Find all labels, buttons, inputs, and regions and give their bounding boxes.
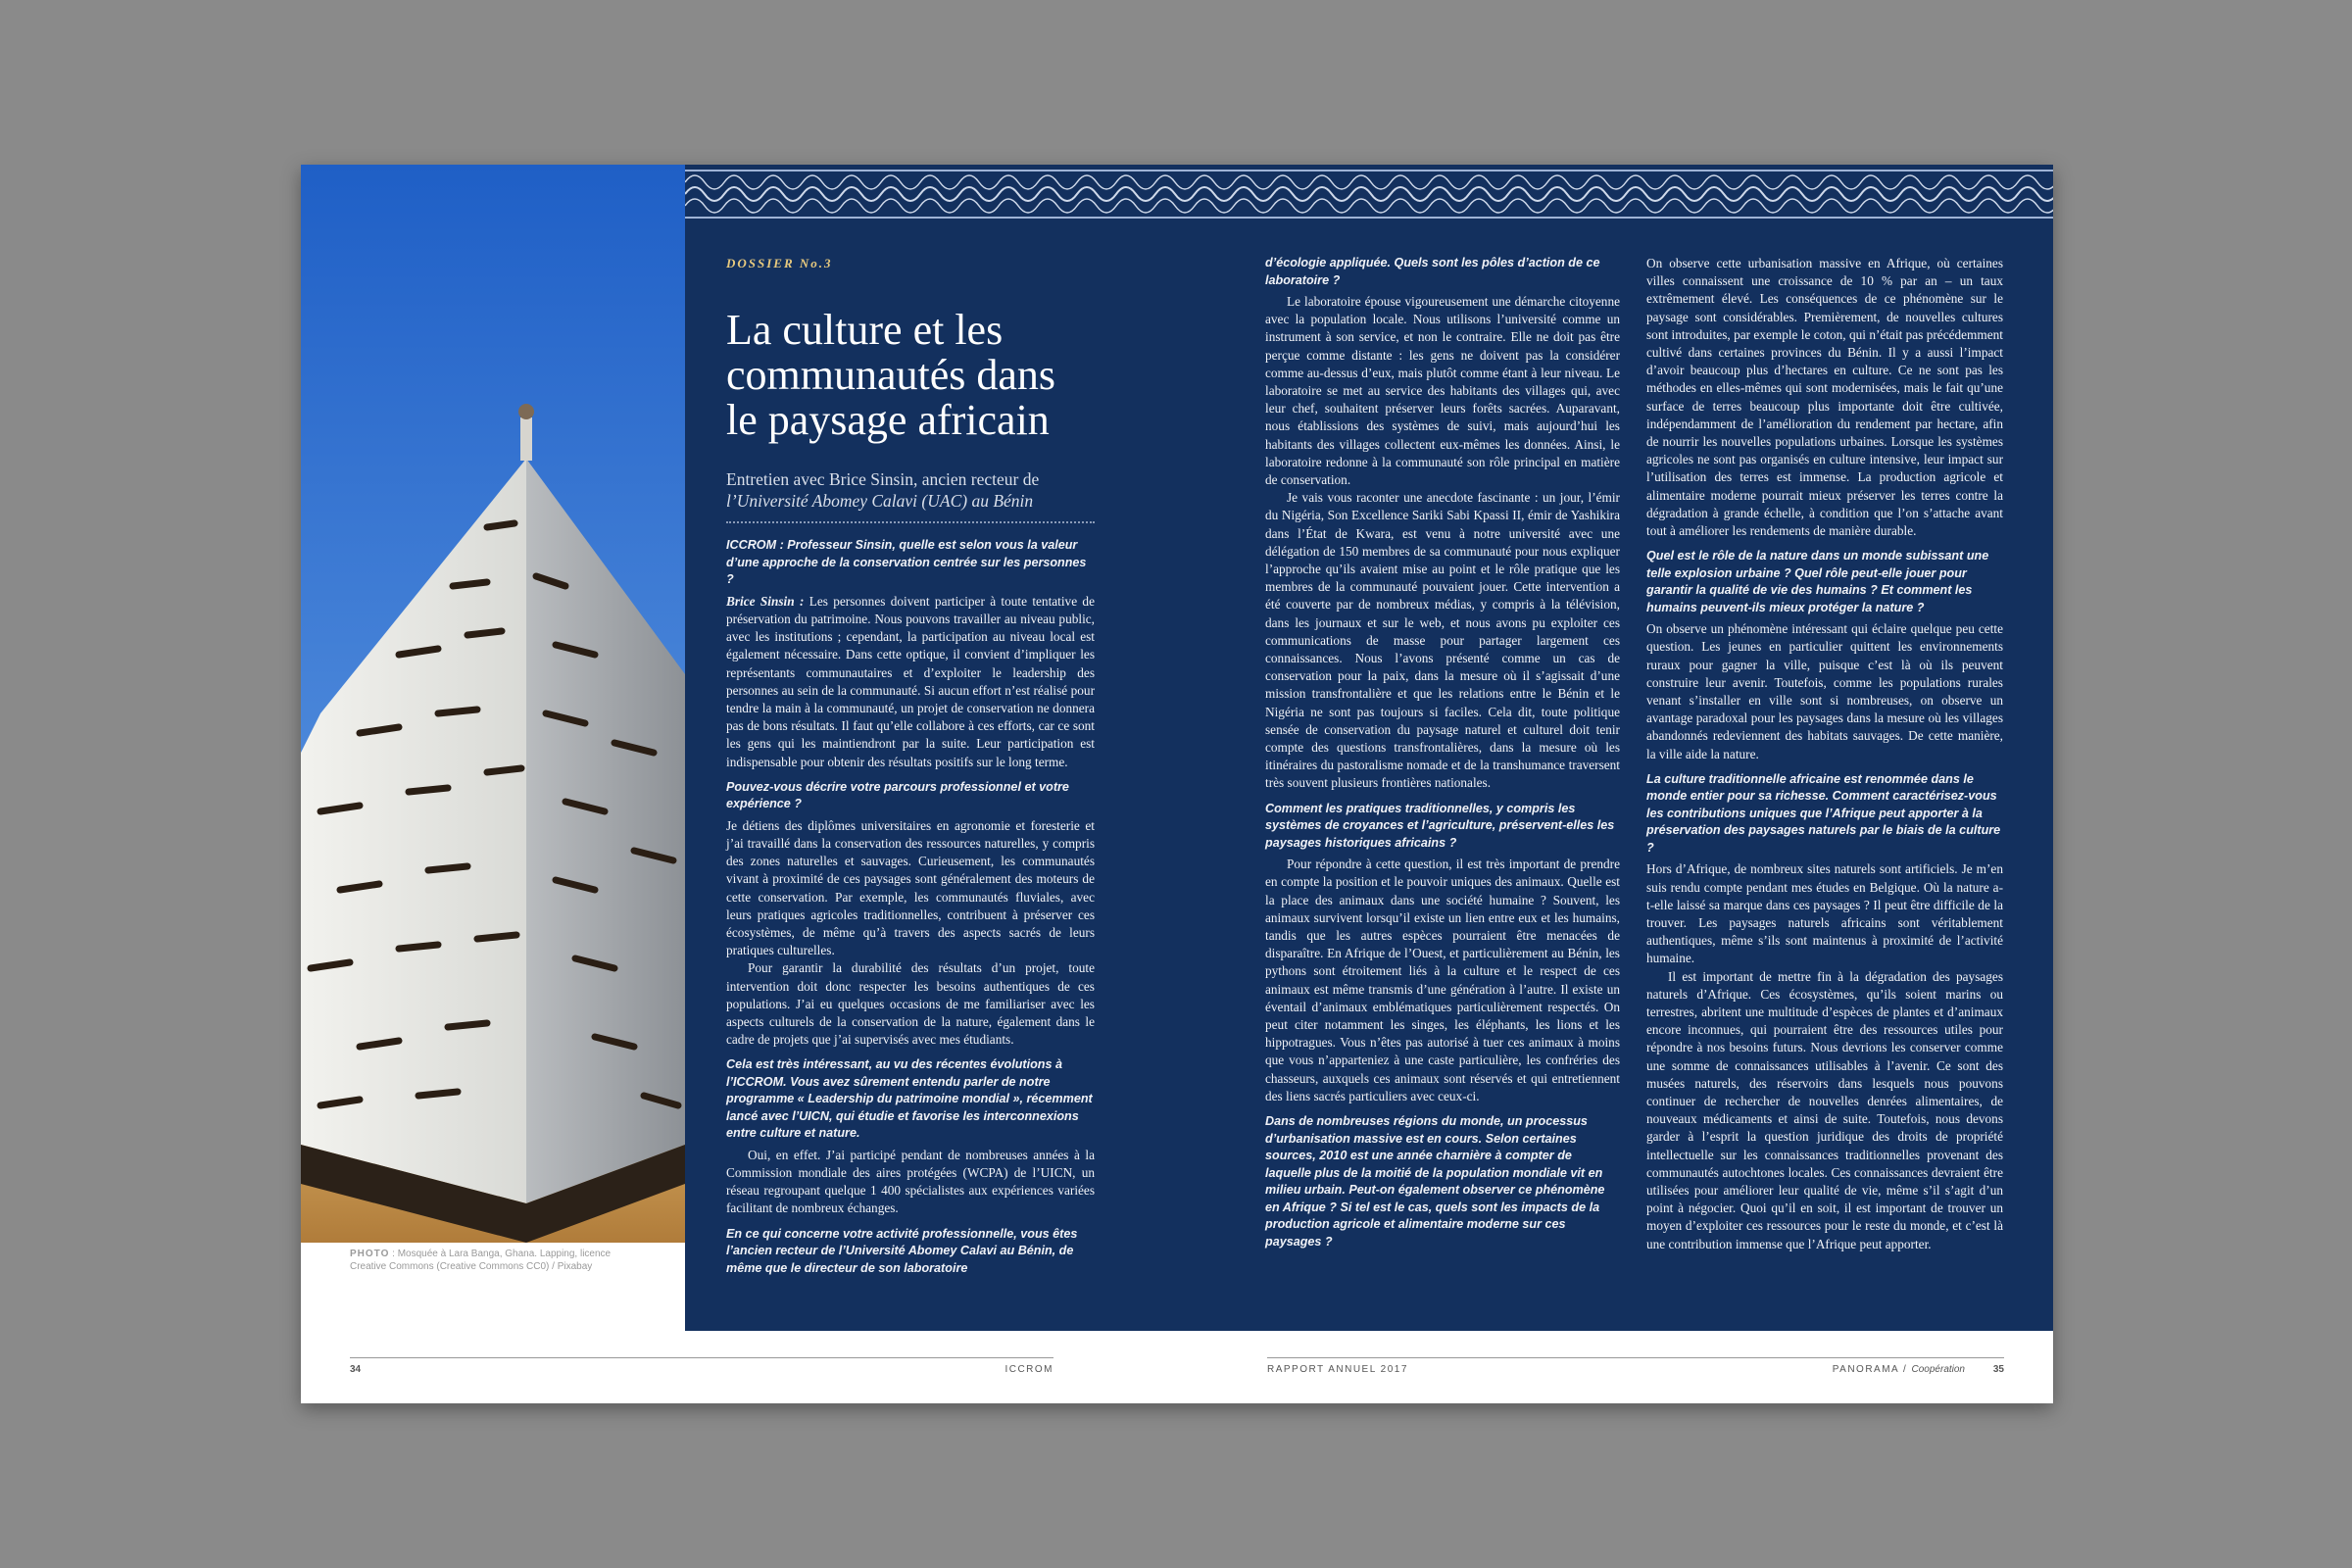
question: ICCROM : Professeur Sinsin, quelle est selon vous la valeur d’une approche de la conservation centrée sur les personnes ?	[726, 538, 1087, 587]
mosque-photo	[301, 165, 685, 1243]
page-number-right: 35	[1992, 1364, 2004, 1375]
question: Pouvez-vous décrire votre parcours professionnel et votre expérience ?	[726, 779, 1069, 811]
column-1	[726, 255, 1095, 1281]
answer: Oui, en effet. J’ai participé pendant de nombreuses années à la Commission mondiale des aires protégées (WCPA) de l’UICN, un réseau regroupant quelque 1 400 spécialistes aux expériences variées facilitant de nombreux échanges.	[726, 1147, 1095, 1216]
column-2	[1265, 255, 1620, 1254]
article-subtitle: Entretien avec Brice Sinsin, ancien recteur de l’Université Abomey Calavi (UAC) au Bénin	[726, 468, 1095, 523]
question: Quel est le rôle de la nature dans un monde subissant une telle explosion urbaine ? Quel rôle peut-elle jouer pour garantir la qualité de vie des humains ? Et comment les humains peuvent-ils mieux protéger la nature ?	[1646, 549, 1989, 614]
answer: Le laboratoire épouse vigoureusement une démarche citoyenne avec la population locale. Nous utilisons l’université comme un instrument à son service, et non le contraire. Elle ne doit pas être perçue comme distante : les gens ne doivent pas la considérer comme au-dessus d’eux, mais plutôt comme étant à leur niveau. Le laboratoire se met au service des habitants des villages qui, avec leur chef, souhaitent préserver leurs forêts sacrées. Auparavant, nous établissions des systèmes de suivi, mais aujourd’hui les habitants des villages collectent eux-mêmes les données. Ainsi, le laboratoire redonne à la communauté son rôle principal en matière de conservation.	[1265, 294, 1620, 488]
right-page-footer	[1267, 1357, 2004, 1382]
answer: Pour répondre à cette question, il est très important de prendre en compte la position et le pouvoir uniques des animaux. Quelle est la place des animaux dans une société humaine ? Souvent, les animaux survivent lorsqu’il existe un lien entre eux et les humains, tandis que les autres espèces pourraient être menacées de disparaître. En Afrique de l’Ouest, et particulièrement au Bénin, les pythons sont étroitement liés à la culture et le respect de ces animaux est même transmis d’une génération à l’autre. Il existe un éventail d’animaux emblématiques particulièrement respectés. On peut citer notamment les singes, les éléphants, les lions et les hippotragues. Vous n’êtes pas autorisé à tuer ces animaux à moins que vous n’apparteniez à une caste particulière, les confréries des chasseurs, auxquels ces animaux sont réservés et qui entretiennent des liens sacrés particuliers avec ceux-ci.	[1265, 857, 1620, 1103]
left-page-footer	[350, 1357, 1054, 1382]
answer: Je détiens des diplômes universitaires en agronomie et foresterie et j’ai travaillé dans la conservation des ressources naturelles, y compris des zones naturelles et sauvages. Curieusement, les communautés vivant à proximité de ces paysages sont généralement des moteurs de cette conservation. Par exemple, les communautés fluviales, avec leurs pratiques agricoles traditionnelles, contribuent à préserver ces écosystèmes, de même qu’à travers des aspects sacrés de leurs pratiques culturelles.	[726, 817, 1095, 958]
footer-section: PANORAMA / Coopération	[1832, 1364, 1965, 1375]
answer: On observe cette urbanisation massive en Afrique, où certaines villes connaissent une croissance de 10 % par an – un taux extrêmement élevé. Les conséquences de ce phénomène sur le paysage sont considérables. Premièrement, de nouvelles cultures sont introduites, par exemple le coton, qui n’était pas précédemment cultivé dans certaines provinces du Bénin. Il y a aussi l’impact d’avoir beaucoup plus d’hectares en culture. Ce ne sont pas les méthodes en elles-mêmes qui sont modernisées, mais le fait qu’une surface de terres beaucoup plus importante doit être cultivée, indépendamment de l’amélioration du rendement par hectare, afin de nourrir les nouvelles populations urbaines. Lorsque les systèmes agricoles ne sont pas organisés en culture intensive, leur impact sur l’utilisation des terres est immense. La production agricole et alimentaire moderne pourrait mieux préserver les terres contre la dégradation à grande échelle, à condition que l’on s’attache avant tout à améliorer les rendements de manière durable.	[1646, 256, 2003, 539]
question: La culture traditionnelle africaine est renommée dans le monde entier pour sa richesse. Comment caractérisez-vous les contributions uniques que l’Afrique peut apporter à la préservation des paysages naturels par le biais de la culture ?	[1646, 771, 2001, 855]
column-3	[1646, 255, 2003, 1253]
question: d’écologie appliquée. Quels sont les pôles d’action de ce laboratoire ?	[1265, 256, 1600, 287]
footer-left-label: ICCROM	[1004, 1364, 1054, 1375]
article-panel	[685, 165, 2053, 1331]
dossier-kicker: DOSSIER No.3	[726, 256, 833, 270]
question: Cela est très intéressant, au vu des récentes évolutions à l’ICCROM. Vous avez sûrement entendu parler de notre programme « Leadership du patrimoine mondial », récemment lancé avec l’UICN, qui étudie et favorise les interconnexions entre culture et nature.	[726, 1057, 1093, 1141]
article-title: La culture et les communautés dans le paysage africain	[726, 306, 1056, 445]
footer-right-label: RAPPORT ANNUEL 2017	[1267, 1364, 1408, 1375]
mosque-illustration	[301, 165, 685, 1243]
question: Comment les pratiques traditionnelles, y compris les systèmes de croyances et l’agriculture, préservent-elles les paysages historiques africains ?	[1265, 801, 1615, 850]
answer: Je vais vous raconter une anecdote fascinante : un jour, l’émir du Nigéria, Son Excellence Sariki Sabi Kpassi II, émir de Yashikira dans l’État de Kwara, est venu à notre université avec une délégation de 150 membres de sa communauté pour nous expliquer l’approche qu’ils avaient mise au point et le rôle pratique que les membres de la communauté pouvaient jouer. Cette intervention a été couverte par de nombreux médias, y compris à la télévision, dans les journaux et sur le web, et nous avons pu exploiter ces communications de masse pour partager largement ces connaissances. Nous l’avons présenté comme un cas de conservation pour la paix, dans la mesure où il s’agissait d’une mission transfrontalière et que les relations entre le Bénin et le Nigéria ne sont pas toujours si faciles. Cela dit, toute politique sensée de conservation du paysage naturel et culturel doit tenir compte des questions transfrontalières, dans la mesure où les itinéraires du pastoralisme nomade et de la transhumance traversent très souvent plusieurs frontières nationales.	[1265, 490, 1620, 791]
answer: Hors d’Afrique, de nombreux sites naturels sont artificiels. Je m’en suis rendu compte pendant mes études en Belgique. Où la nature a-t-elle laissé sa marque dans ces paysages ? Il peut être difficile de la trouver. Les paysages naturels africains sont véritablement authentiques, même s’ils sont maintenus à proximité de l’activité humaine.	[1646, 861, 2003, 966]
magazine-spread	[301, 165, 2053, 1403]
question: En ce qui concerne votre activité professionnelle, vous êtes l’ancien recteur de l’Université Abomey Calavi au Bénin, de même que le directeur de son laboratoire	[726, 1226, 1078, 1275]
wave-ornament	[685, 165, 2053, 225]
answer: Il est important de mettre fin à la dégradation des paysages naturels d’Afrique. Ces écosystèmes, qu’ils soient marins ou terrestres, abritent une multitude d’espèces de plantes et d’animaux encore inconnues, qui pourraient être des ressources utiles pour répondre à nos besoins futurs. Nous devrions les conserver comme une somme de connaissances utilisables à l’avenir. Ce sont des musées naturels, des réservoirs dans lesquels nous pouvons continuer de rechercher de nouvelles denrées alimentaires, de nouveaux médicaments et ainsi de suite. Toutefois, nous devons garder à l’esprit la question juridique des droits de propriété intellectuelle sur les connaissances traditionnelles provenant des communautés autochtones locales. Ces connaissances devraient être utilisées pour améliorer leur qualité de vie, même s’il s’agit d’un point à négocier. Quoi qu’il en soit, il est important de trouver un moyen d’exploiter ces ressources pour le reste du monde, et c’est là une contribution immense que l’Afrique peut apporter.	[1646, 968, 2003, 1251]
question: Dans de nombreuses régions du monde, un processus d’urbanisation massive est en cours. Selon certaines sources, 2010 est une année charnière à compter de laquelle plus de la moitié de la population mondiale vit en milieu urbain. Peut-on également observer ce phénomène en Afrique ? Si tel est le cas, quels sont les impacts de la production agricole et alimentaire moderne sur ces paysages ?	[1265, 1114, 1605, 1249]
answer: Pour garantir la durabilité des résultats d’un projet, toute intervention doit donc respecter les besoins authentiques de ces populations. J’ai eu quelques occasions de me familiariser avec les aspects culturels de la conservation de la nature, également dans le cadre de projets que j’ai supervisés avec mes étudiants.	[726, 960, 1095, 1048]
photo-caption: PHOTO : Mosquée à Lara Banga, Ghana. Lapping, licence Creative Commons (Creative Commons CC0) / Pixabay	[350, 1249, 612, 1272]
answer: On observe un phénomène intéressant qui éclaire quelque peu cette question. Les jeunes en particulier quittent les environnements ruraux pour gagner la ville, puisque c’est là où ils peuvent construire leur avenir. Toutefois, comme les populations rurales venant s’installer en ville sont si nombreuses, on observe un avantage paradoxal pour les paysages dans la mesure où les villages abandonnés redeviennent des habitats sauvages. De cette manière, la ville aide la nature.	[1646, 621, 2003, 761]
page-number-left: 34	[350, 1364, 362, 1375]
answer: Brice Sinsin : Les personnes doivent participer à toute tentative de préservation du patrimoine. Nous pouvons travailler au niveau public, avec les institutions ; cependant, la participation au niveau local est également nécessaire. Dans cette optique, il convient d’impliquer les représentants communautaires et d’exploiter le leadership des personnes au sein de la communauté. Si aucun effort n’est réalisé pour tendre la main à la communauté, un projet de conservation ne donnera pas de bons résultats. Il faut qu’elle collabore à ces efforts, car ce sont les gens qui les maintiendront par la suite. Leur participation est indispensable pour obtenir des résultats positifs sur le long terme.	[726, 593, 1095, 769]
